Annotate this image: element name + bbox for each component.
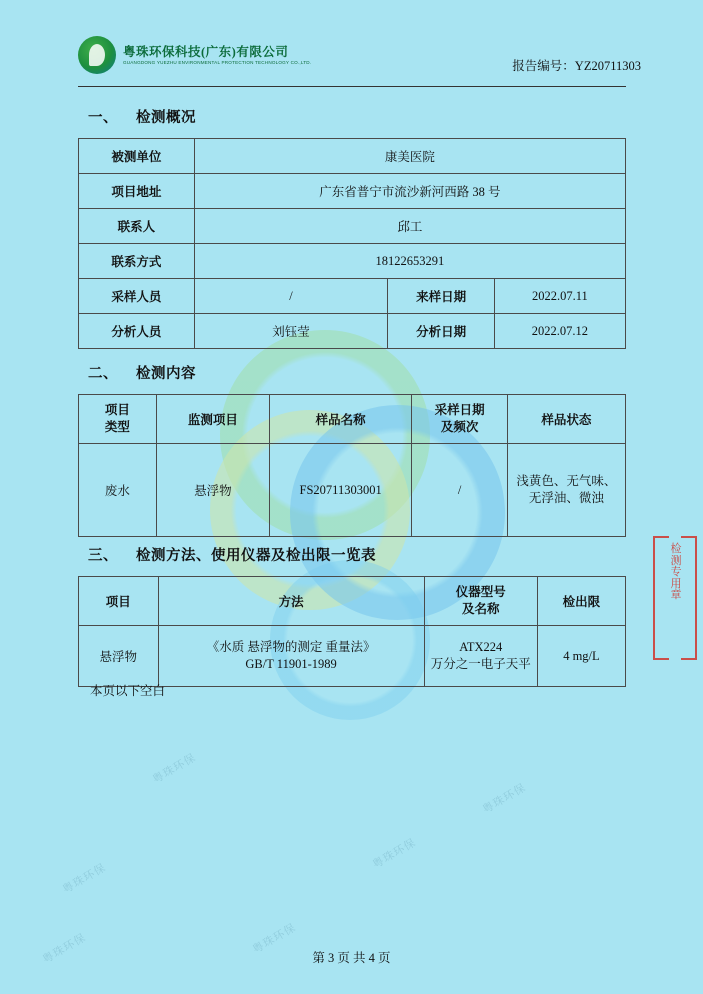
overview-split-label-1a: 分析人员 (79, 314, 195, 349)
overview-value-3: 18122653291 (194, 244, 625, 279)
table-row (79, 314, 626, 349)
content-header-status: 样品状态 (507, 395, 625, 444)
table-row (79, 444, 626, 537)
section-title-method (88, 544, 376, 565)
page-footer: 第 3 页 共 4 页 (312, 951, 391, 965)
table-row (79, 174, 626, 209)
content-cell-date: / (412, 444, 507, 537)
content-header-type-line1: 项目 (104, 403, 130, 418)
method-cell-item: 悬浮物 (79, 626, 159, 687)
method-header-instrument-line2: 及名称 (461, 602, 500, 616)
content-cell-type: 废水 (79, 444, 157, 537)
table-row (79, 626, 626, 687)
content-cell-item: 悬浮物 (156, 444, 269, 537)
overview-split-label-0b: 来样日期 (388, 279, 494, 314)
section-label-three: 检测方法、使用仪器及检出限一览表 (136, 548, 376, 564)
content-header-sample: 样品名称 (269, 395, 411, 444)
company-name-en: GUANGDONG YUEZHU ENVIRONMENTAL PROTECTION TECHNOLOGY CO.,LTD. (123, 59, 312, 65)
method-header-limit: 检出限 (537, 577, 625, 626)
method-header-instrument (424, 577, 537, 626)
watermark-text: 粤珠环保 (150, 751, 199, 787)
content-header-type-line2: 类型 (104, 420, 130, 434)
watermark-text: 粤珠环保 (250, 921, 299, 957)
section-number-three: 三、 (88, 548, 118, 564)
content-header-date-line2: 及频次 (440, 420, 479, 434)
inspection-stamp (653, 536, 697, 656)
overview-value-2: 邱工 (194, 209, 625, 244)
blank-page-note: 本页以下空白 (90, 684, 166, 698)
content-table (78, 394, 626, 537)
header-divider (78, 86, 626, 87)
overview-split-value-1a: 刘钰莹 (194, 314, 388, 349)
table-row (79, 139, 626, 174)
content-header-date-line1: 采样日期 (434, 403, 485, 418)
method-header-item: 项目 (79, 577, 159, 626)
content-header-type (79, 395, 157, 444)
watermark-text: 粤珠环保 (480, 781, 529, 817)
method-header-instrument-line1: 仪器型号 (455, 585, 506, 600)
content-cell-status (507, 444, 625, 537)
table-header-row (79, 577, 626, 626)
watermark-text: 粤珠环保 (40, 931, 89, 967)
content-cell-status-line1: 浅黄色、无气味、 (516, 474, 617, 489)
method-cell-limit: 4 mg/L (537, 626, 625, 687)
method-cell-method-line1: 《水质 悬浮物的测定 重量法》 (206, 640, 376, 655)
overview-split-value-0a: / (194, 279, 388, 314)
overview-split-label-0a: 采样人员 (79, 279, 195, 314)
content-header-date (412, 395, 507, 444)
section-number-two: 二、 (88, 366, 118, 382)
leaf-drop-icon (78, 36, 116, 74)
method-cell-method-line2: GB/T 11901-1989 (245, 657, 337, 671)
method-cell-instrument (424, 626, 537, 687)
overview-label-0: 被测单位 (79, 139, 195, 174)
section-number-one: 一、 (88, 110, 118, 126)
section-label-one: 检测概况 (136, 110, 196, 126)
overview-table (78, 138, 626, 349)
content-cell-status-line2: 无浮油、微浊 (528, 491, 604, 505)
company-logo (78, 36, 311, 74)
report-number: 报告编号：YZ20711303 (512, 59, 641, 73)
method-table (78, 576, 626, 687)
overview-label-3: 联系方式 (79, 244, 195, 279)
overview-split-value-0b: 2022.07.11 (494, 279, 625, 314)
report-header (0, 30, 703, 88)
overview-split-value-1b: 2022.07.12 (494, 314, 625, 349)
table-row (79, 244, 626, 279)
company-name-cn: 粤珠环保科技(广东)有限公司 (123, 45, 289, 60)
stamp-text: 检测专用章 (670, 543, 682, 602)
overview-label-2: 联系人 (79, 209, 195, 244)
overview-value-1: 广东省普宁市流沙新河西路 38 号 (194, 174, 625, 209)
table-header-row (79, 395, 626, 444)
method-cell-instrument-line2: 万分之一电子天平 (430, 657, 531, 671)
content-cell-sample: FS20711303001 (269, 444, 411, 537)
method-header-method: 方法 (158, 577, 424, 626)
section-title-content (88, 362, 196, 383)
overview-value-0: 康美医院 (194, 139, 625, 174)
method-cell-instrument-line1: ATX224 (459, 640, 503, 655)
table-row (79, 209, 626, 244)
company-name-block (123, 45, 311, 65)
section-label-two: 检测内容 (136, 366, 196, 382)
watermark-rings (210, 330, 510, 750)
overview-label-1: 项目地址 (79, 174, 195, 209)
stamp-bracket-left (653, 536, 669, 660)
overview-split-label-1b: 分析日期 (388, 314, 494, 349)
section-title-overview (88, 106, 196, 127)
watermark-text: 粤珠环保 (60, 861, 109, 897)
method-cell-method (158, 626, 424, 687)
watermark-text: 粤珠环保 (370, 836, 419, 872)
stamp-bracket-right (681, 536, 697, 660)
content-header-item: 监测项目 (156, 395, 269, 444)
table-row (79, 279, 626, 314)
